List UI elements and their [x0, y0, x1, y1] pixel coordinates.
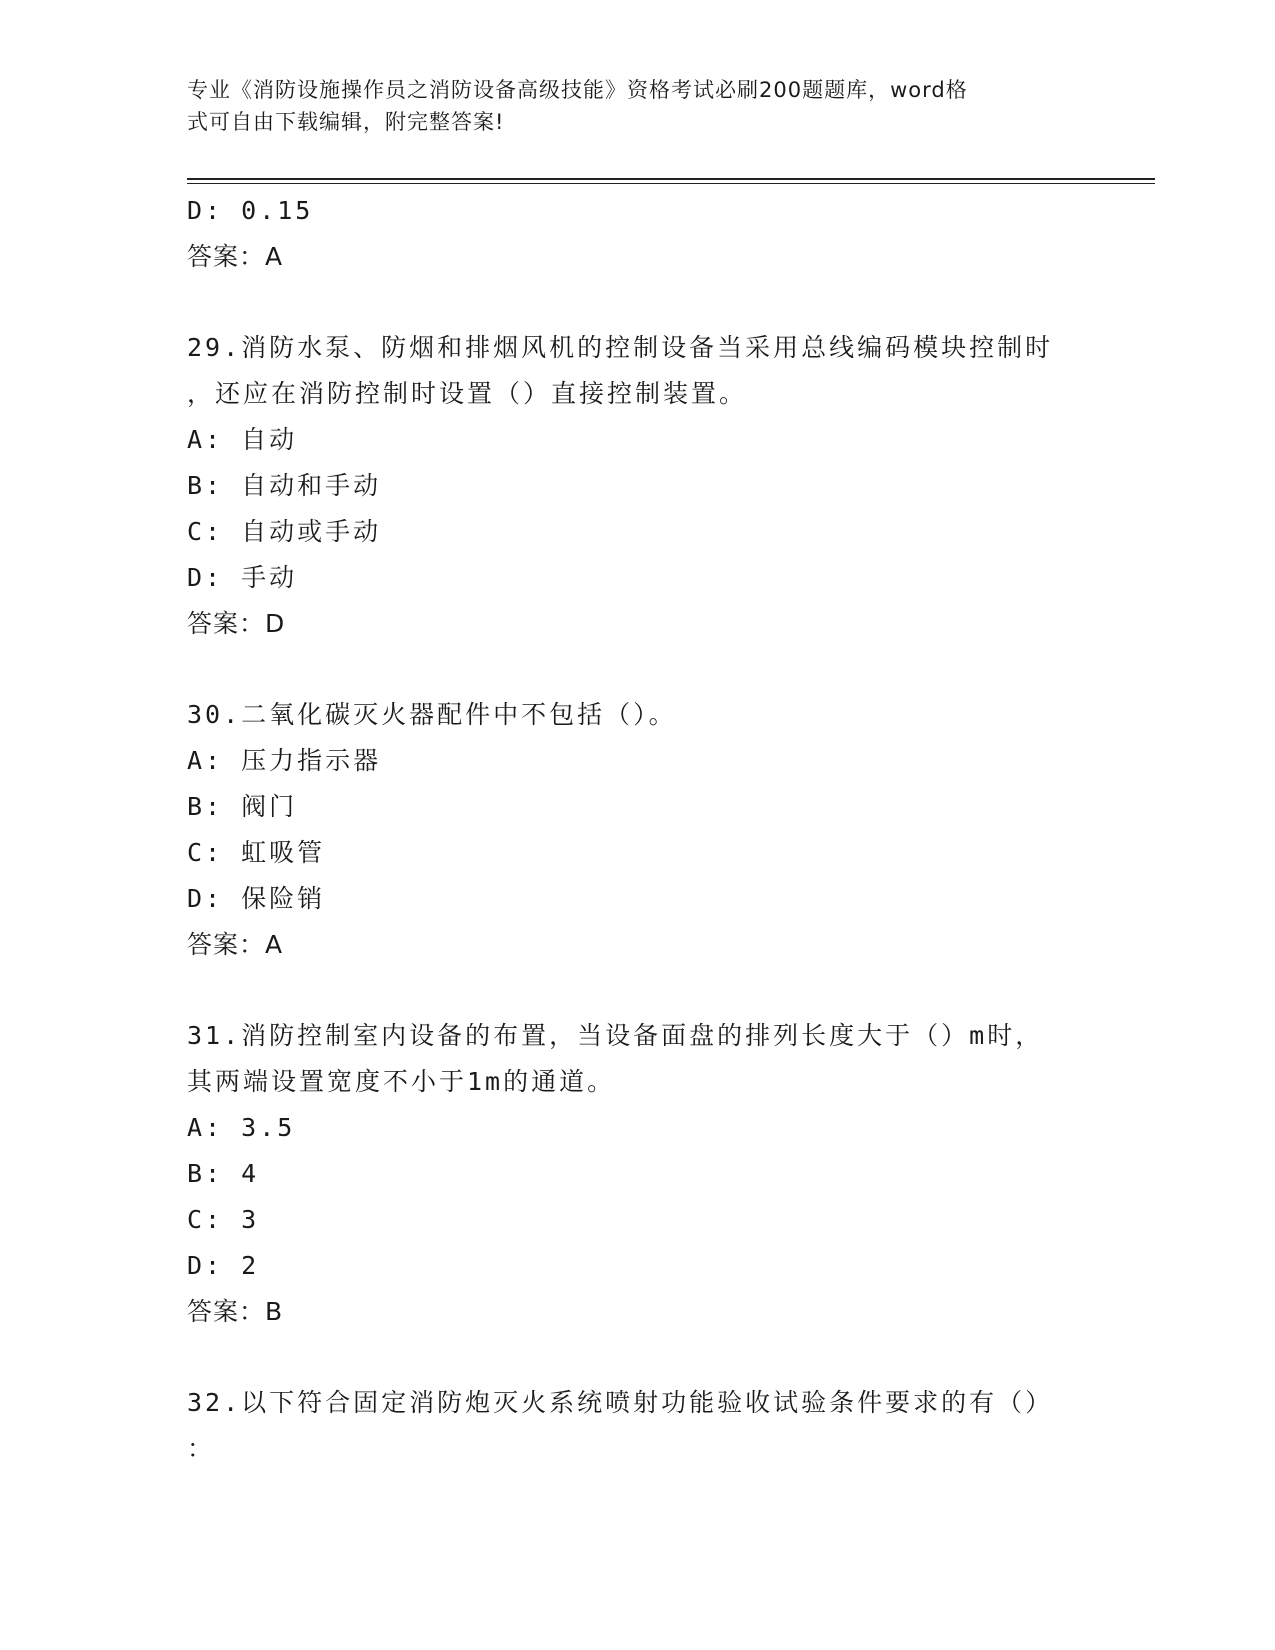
question-text: 30.二氧化碳灭火器配件中不包括（）。 — [187, 700, 677, 729]
option-c: C: 3 — [187, 1205, 260, 1234]
option-d: D: 保险销 — [187, 884, 326, 913]
question-30 — [187, 692, 1087, 968]
option-c: C: 自动或手动 — [187, 517, 382, 546]
question-text: ： — [187, 1434, 216, 1463]
option-c: C: 虹吸管 — [187, 838, 326, 867]
question-text: ，还应在消防控制时设置（）直接控制装置。 — [187, 379, 748, 408]
option-a: A: 3.5 — [187, 1113, 296, 1142]
option-a: A: 压力指示器 — [187, 746, 382, 775]
option-b: B: 阀门 — [187, 792, 298, 821]
question-29 — [187, 325, 1087, 647]
question-31 — [187, 1013, 1087, 1335]
question-32 — [187, 1380, 1087, 1472]
question-text: 31.消防控制室内设备的布置，当设备面盘的排列长度大于（）m时， — [187, 1021, 1044, 1050]
option-b: B: 自动和手动 — [187, 471, 382, 500]
question-text: 32.以下符合固定消防炮灭火系统喷射功能验收试验条件要求的有（） — [187, 1388, 1054, 1417]
question-list — [187, 188, 1087, 1472]
answer-line: 答案：B — [187, 1297, 284, 1326]
answer-line: 答案：A — [187, 242, 284, 271]
header-line-2: 式可自由下载编辑，附完整答案! — [187, 110, 505, 134]
option-d: D: 0.15 — [187, 196, 314, 225]
header-line-1: 专业《消防设施操作员之消防设备高级技能》资格考试必刷200题题库，word格 — [187, 78, 968, 102]
header-divider-thick — [187, 178, 1155, 180]
header-divider-thin — [187, 183, 1155, 184]
option-a: A: 自动 — [187, 425, 298, 454]
document-header — [187, 74, 1067, 138]
answer-line: 答案：A — [187, 930, 284, 959]
answer-line: 答案：D — [187, 609, 286, 638]
question-text: 29.消防水泵、防烟和排烟风机的控制设备当采用总线编码模块控制时 — [187, 333, 1054, 362]
option-d: D: 2 — [187, 1251, 260, 1280]
option-d: D: 手动 — [187, 563, 298, 592]
option-b: B: 4 — [187, 1159, 260, 1188]
question-text: 其两端设置宽度不小于1m的通道。 — [187, 1067, 616, 1096]
